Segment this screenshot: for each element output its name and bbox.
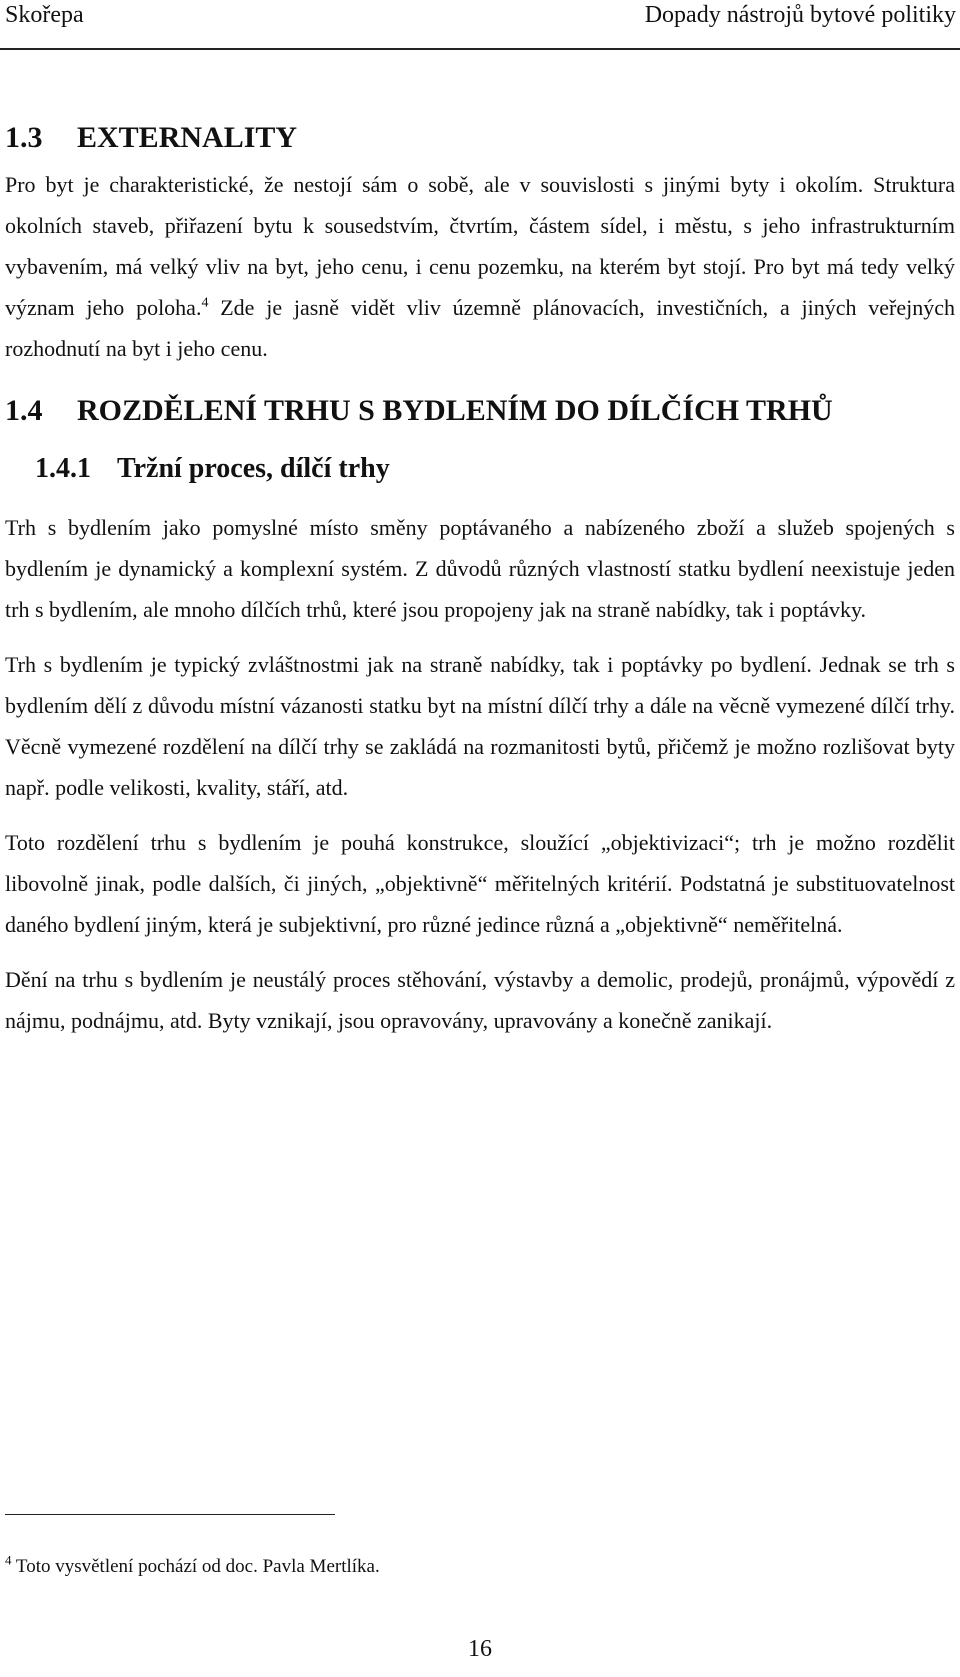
paragraph-market-specifics: Trh s bydlením je typický zvláštnostmi jak na straně nabídky, tak i poptávky po bydlení. Jednak se trh s bydlením dělí z důvodu místní vázanosti statku byt na místní dílčí trhy a dále na věcně vymezené dílčí trhy. Věcně vymezené rozdělení na dílčí trhy se zakládá na rozmanitosti bytů, přičemž je možno rozlišovat byty např. podle velikosti, kvality, stáří, atd. bbox=[5, 652, 955, 800]
footnote bbox=[5, 1552, 380, 1578]
subsection-number: 1.4.1 bbox=[35, 453, 91, 484]
section-heading-1-3 bbox=[5, 114, 955, 162]
subsection-title: Tržní proces, dílčí trhy bbox=[117, 453, 390, 484]
header-author: Skořepa bbox=[5, 2, 84, 28]
section-heading-1-4 bbox=[5, 387, 955, 435]
header-rule bbox=[0, 48, 960, 50]
footnote-separator bbox=[5, 1514, 335, 1515]
section-title: ROZDĚLENÍ TRHU S BYDLENÍM DO DÍLČÍCH TRHŮ bbox=[77, 394, 833, 427]
section-title: EXTERNALITY bbox=[77, 121, 298, 154]
footnote-number: 4 bbox=[5, 1552, 12, 1568]
paragraph-externality bbox=[5, 164, 955, 369]
subsection-heading-1-4-1 bbox=[5, 447, 955, 491]
section-number: 1.4 bbox=[5, 394, 43, 427]
paragraph-market-dynamics: Dění na trhu s bydlením je neustálý proces stěhování, výstavby a demolic, prodejů, pronájmů, výpovědí z nájmu, podnájmu, atd. Byty vznikají, jsou opravovány, upravovány a konečně zanikají. bbox=[5, 967, 955, 1033]
paragraph-text-part1: Pro byt je charakteristické, že nestojí sám o sobě, ale v souvislosti s jinými byty i okolím. Struktura okolních staveb, přiřazení bytu k sousedstvím, čtvrtím, částem sídel, i městu, s jeho infrastrukturním vybavením, má velký vliv na byt, jeho cenu, i cenu pozemku, na kterém byt stojí. Pro byt má tedy velký význam jeho poloha. bbox=[5, 172, 955, 320]
header-document-title: Dopady nástrojů bytové politiky bbox=[644, 2, 956, 28]
section-number: 1.3 bbox=[5, 121, 43, 154]
footnote-text: Toto vysvětlení pochází od doc. Pavla Mertlíka. bbox=[15, 1556, 380, 1577]
paragraph-text-part2: Zde je jasně vidět vliv územně plánovacích, investičních, a jiných veřejných rozhodnutí na byt i jeho cenu. bbox=[5, 295, 955, 361]
page-number: 16 bbox=[468, 1636, 492, 1662]
page-body bbox=[5, 120, 955, 1041]
footnote-reference[interactable]: 4 bbox=[201, 295, 209, 311]
paragraph-market-division: Toto rozdělení trhu s bydlením je pouhá konstrukce, sloužící „objektivizaci“; trh je možno rozdělit libovolně jinak, podle dalších, či jiných, „objektivně“ měřitelných kritérií. Podstatná je substituovatelnost daného bydlení jiným, která je subjektivní, pro různé jedince různá a „objektivně“ neměřitelná. bbox=[5, 830, 955, 937]
paragraph-market-process: Trh s bydlením jako pomyslné místo směny poptávaného a nabízeného zboží a služeb spojených s bydlením je dynamický a komplexní systém. Z důvodů různých vlastností statku bydlení neexistuje jeden trh s bydlením, ale mnoho dílčích trhů, které jsou propojeny jak na straně nabídky, tak i poptávky. bbox=[5, 515, 955, 622]
page-header bbox=[0, 0, 960, 56]
